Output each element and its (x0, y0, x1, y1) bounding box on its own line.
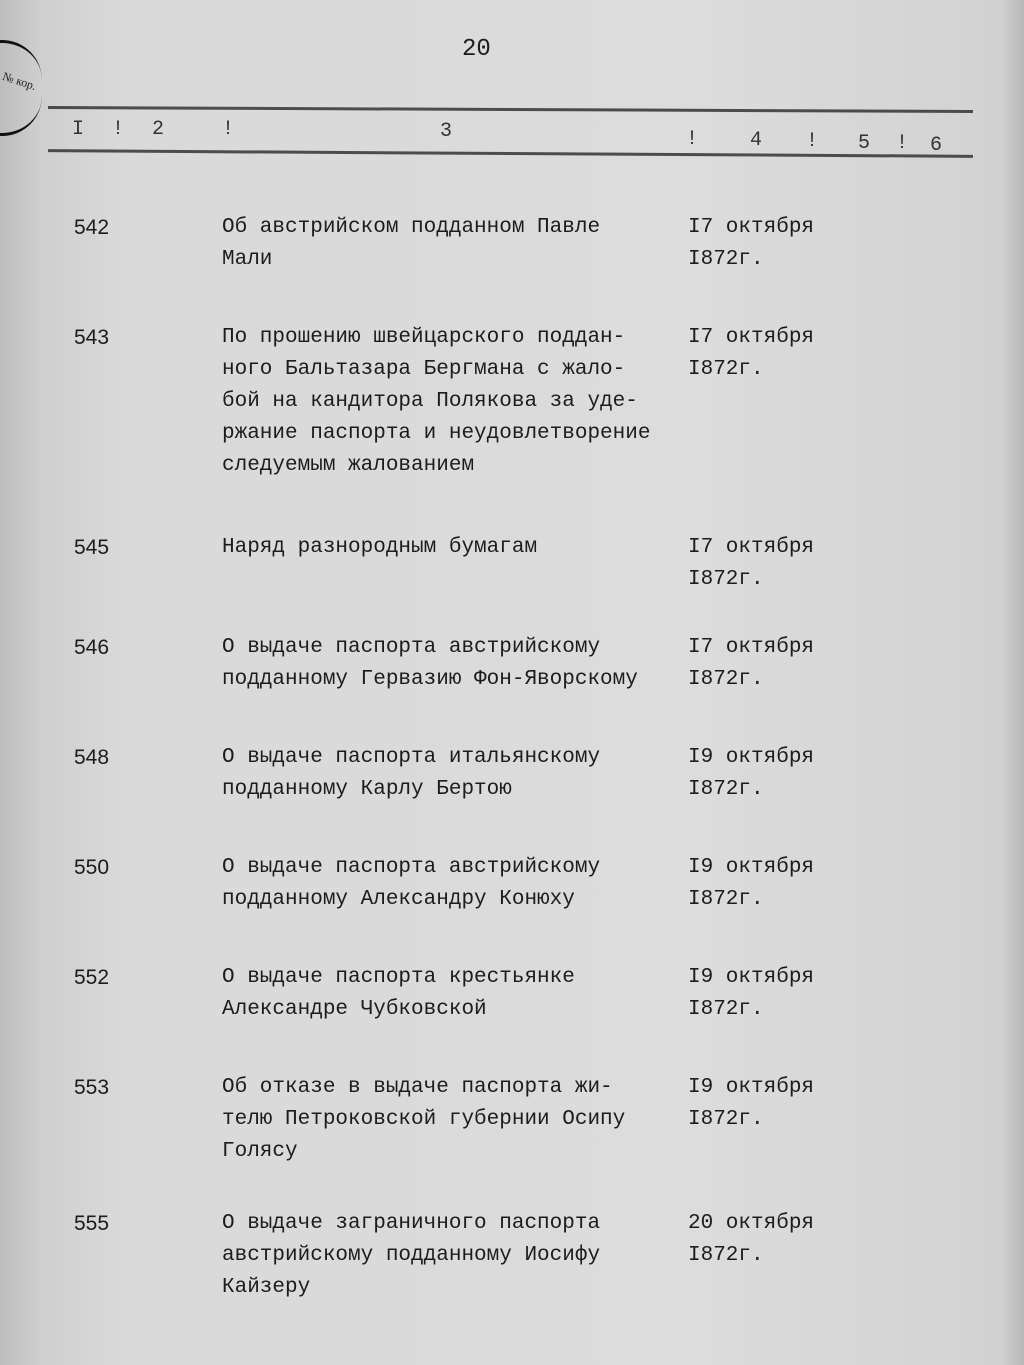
date-line: I7 октября (688, 636, 815, 659)
column-header-6: 6 (930, 134, 943, 157)
entry-number: 550 (74, 856, 110, 879)
title-line: бой на кандитора Полякова за уде- (222, 390, 638, 413)
date-line: I7 октября (688, 216, 815, 239)
title-line: подданному Карлу Бертою (222, 778, 512, 801)
entry-number: 546 (74, 636, 110, 659)
entry-date (688, 852, 814, 916)
corner-label: № кор. (0, 69, 39, 94)
title-line: следуемым жалованием (222, 454, 475, 477)
date-line: I872г. (688, 358, 764, 381)
title-line: Об австрийском подданном Павле (222, 216, 601, 239)
entry-title (222, 962, 575, 1026)
date-line: I7 октября (688, 326, 815, 349)
title-line: О выдаче паспорта австрийскому (222, 856, 601, 879)
column-header-1: I (72, 118, 85, 141)
date-line: I9 октября (688, 1076, 815, 1099)
date-line: I872г. (688, 248, 764, 271)
date-line: I872г. (688, 888, 764, 911)
column-separator: ! (806, 130, 819, 153)
entry-title (222, 1208, 600, 1304)
entry-title (222, 1072, 625, 1168)
date-line: I9 октября (688, 746, 815, 769)
title-line: Наряд разнородным бумагам (222, 536, 538, 559)
entry-date (688, 632, 814, 696)
entry-number: 548 (74, 746, 110, 769)
column-separator: ! (222, 118, 235, 141)
date-line: 20 октября (688, 1212, 815, 1235)
entry-number: 545 (74, 536, 110, 559)
date-line: I872г. (688, 1108, 764, 1131)
entry-title (222, 322, 650, 482)
date-line: I7 октября (688, 536, 815, 559)
title-line: Об отказе в выдаче паспорта жи- (222, 1076, 613, 1099)
title-line: ржание паспорта и неудовлетворение (222, 422, 651, 445)
entry-number: 555 (74, 1212, 110, 1235)
entry-number: 552 (74, 966, 110, 989)
entry-number: 553 (74, 1076, 110, 1099)
entry-date (688, 1072, 814, 1136)
date-line: I9 октября (688, 966, 815, 989)
column-header-4: 4 (750, 129, 763, 152)
title-line: австрийскому подданному Иосифу (222, 1244, 601, 1267)
header-rule-top (48, 106, 973, 113)
column-separator: ! (686, 128, 699, 151)
entry-title (222, 632, 638, 696)
entry-title (222, 212, 600, 276)
title-line: О выдаче заграничного паспорта (222, 1212, 601, 1235)
entry-title (222, 852, 600, 916)
date-line: I9 октября (688, 856, 815, 879)
entry-date (688, 532, 814, 596)
column-header-2: 2 (152, 118, 165, 141)
title-line: Мали (222, 248, 273, 271)
title-line: О выдаче паспорта крестьянке (222, 966, 575, 989)
title-line: телю Петроковской губернии Осипу (222, 1108, 626, 1131)
entry-title (222, 532, 537, 564)
date-line: I872г. (688, 998, 764, 1021)
date-line: I872г. (688, 1244, 764, 1267)
header-rule-bottom (48, 149, 973, 158)
column-separator: ! (896, 132, 909, 155)
title-line: По прошению швейцарского поддан- (222, 326, 626, 349)
entry-date (688, 1208, 814, 1272)
title-line: Александре Чубковской (222, 998, 487, 1021)
title-line: Кайзеру (222, 1276, 311, 1299)
title-line: подданному Александру Конюху (222, 888, 575, 911)
entry-date (688, 742, 814, 806)
title-line: О выдаче паспорта австрийскому (222, 636, 601, 659)
title-line: подданному Гервазию Фон-Яворскому (222, 668, 638, 691)
column-header-3: 3 (440, 120, 453, 143)
date-line: I872г. (688, 778, 764, 801)
column-header-5: 5 (858, 132, 871, 155)
entry-date (688, 322, 814, 386)
title-line: Голясу (222, 1140, 298, 1163)
entry-number: 543 (74, 326, 110, 349)
title-line: О выдаче паспорта итальянскому (222, 746, 601, 769)
entry-date (688, 962, 814, 1026)
date-line: I872г. (688, 568, 764, 591)
date-line: I872г. (688, 668, 764, 691)
entry-title (222, 742, 600, 806)
column-separator: ! (112, 118, 125, 141)
title-line: ного Бальтазара Бергмана с жало- (222, 358, 626, 381)
entry-date (688, 212, 814, 276)
page-number: 20 (462, 36, 491, 63)
entry-number: 542 (74, 216, 110, 239)
